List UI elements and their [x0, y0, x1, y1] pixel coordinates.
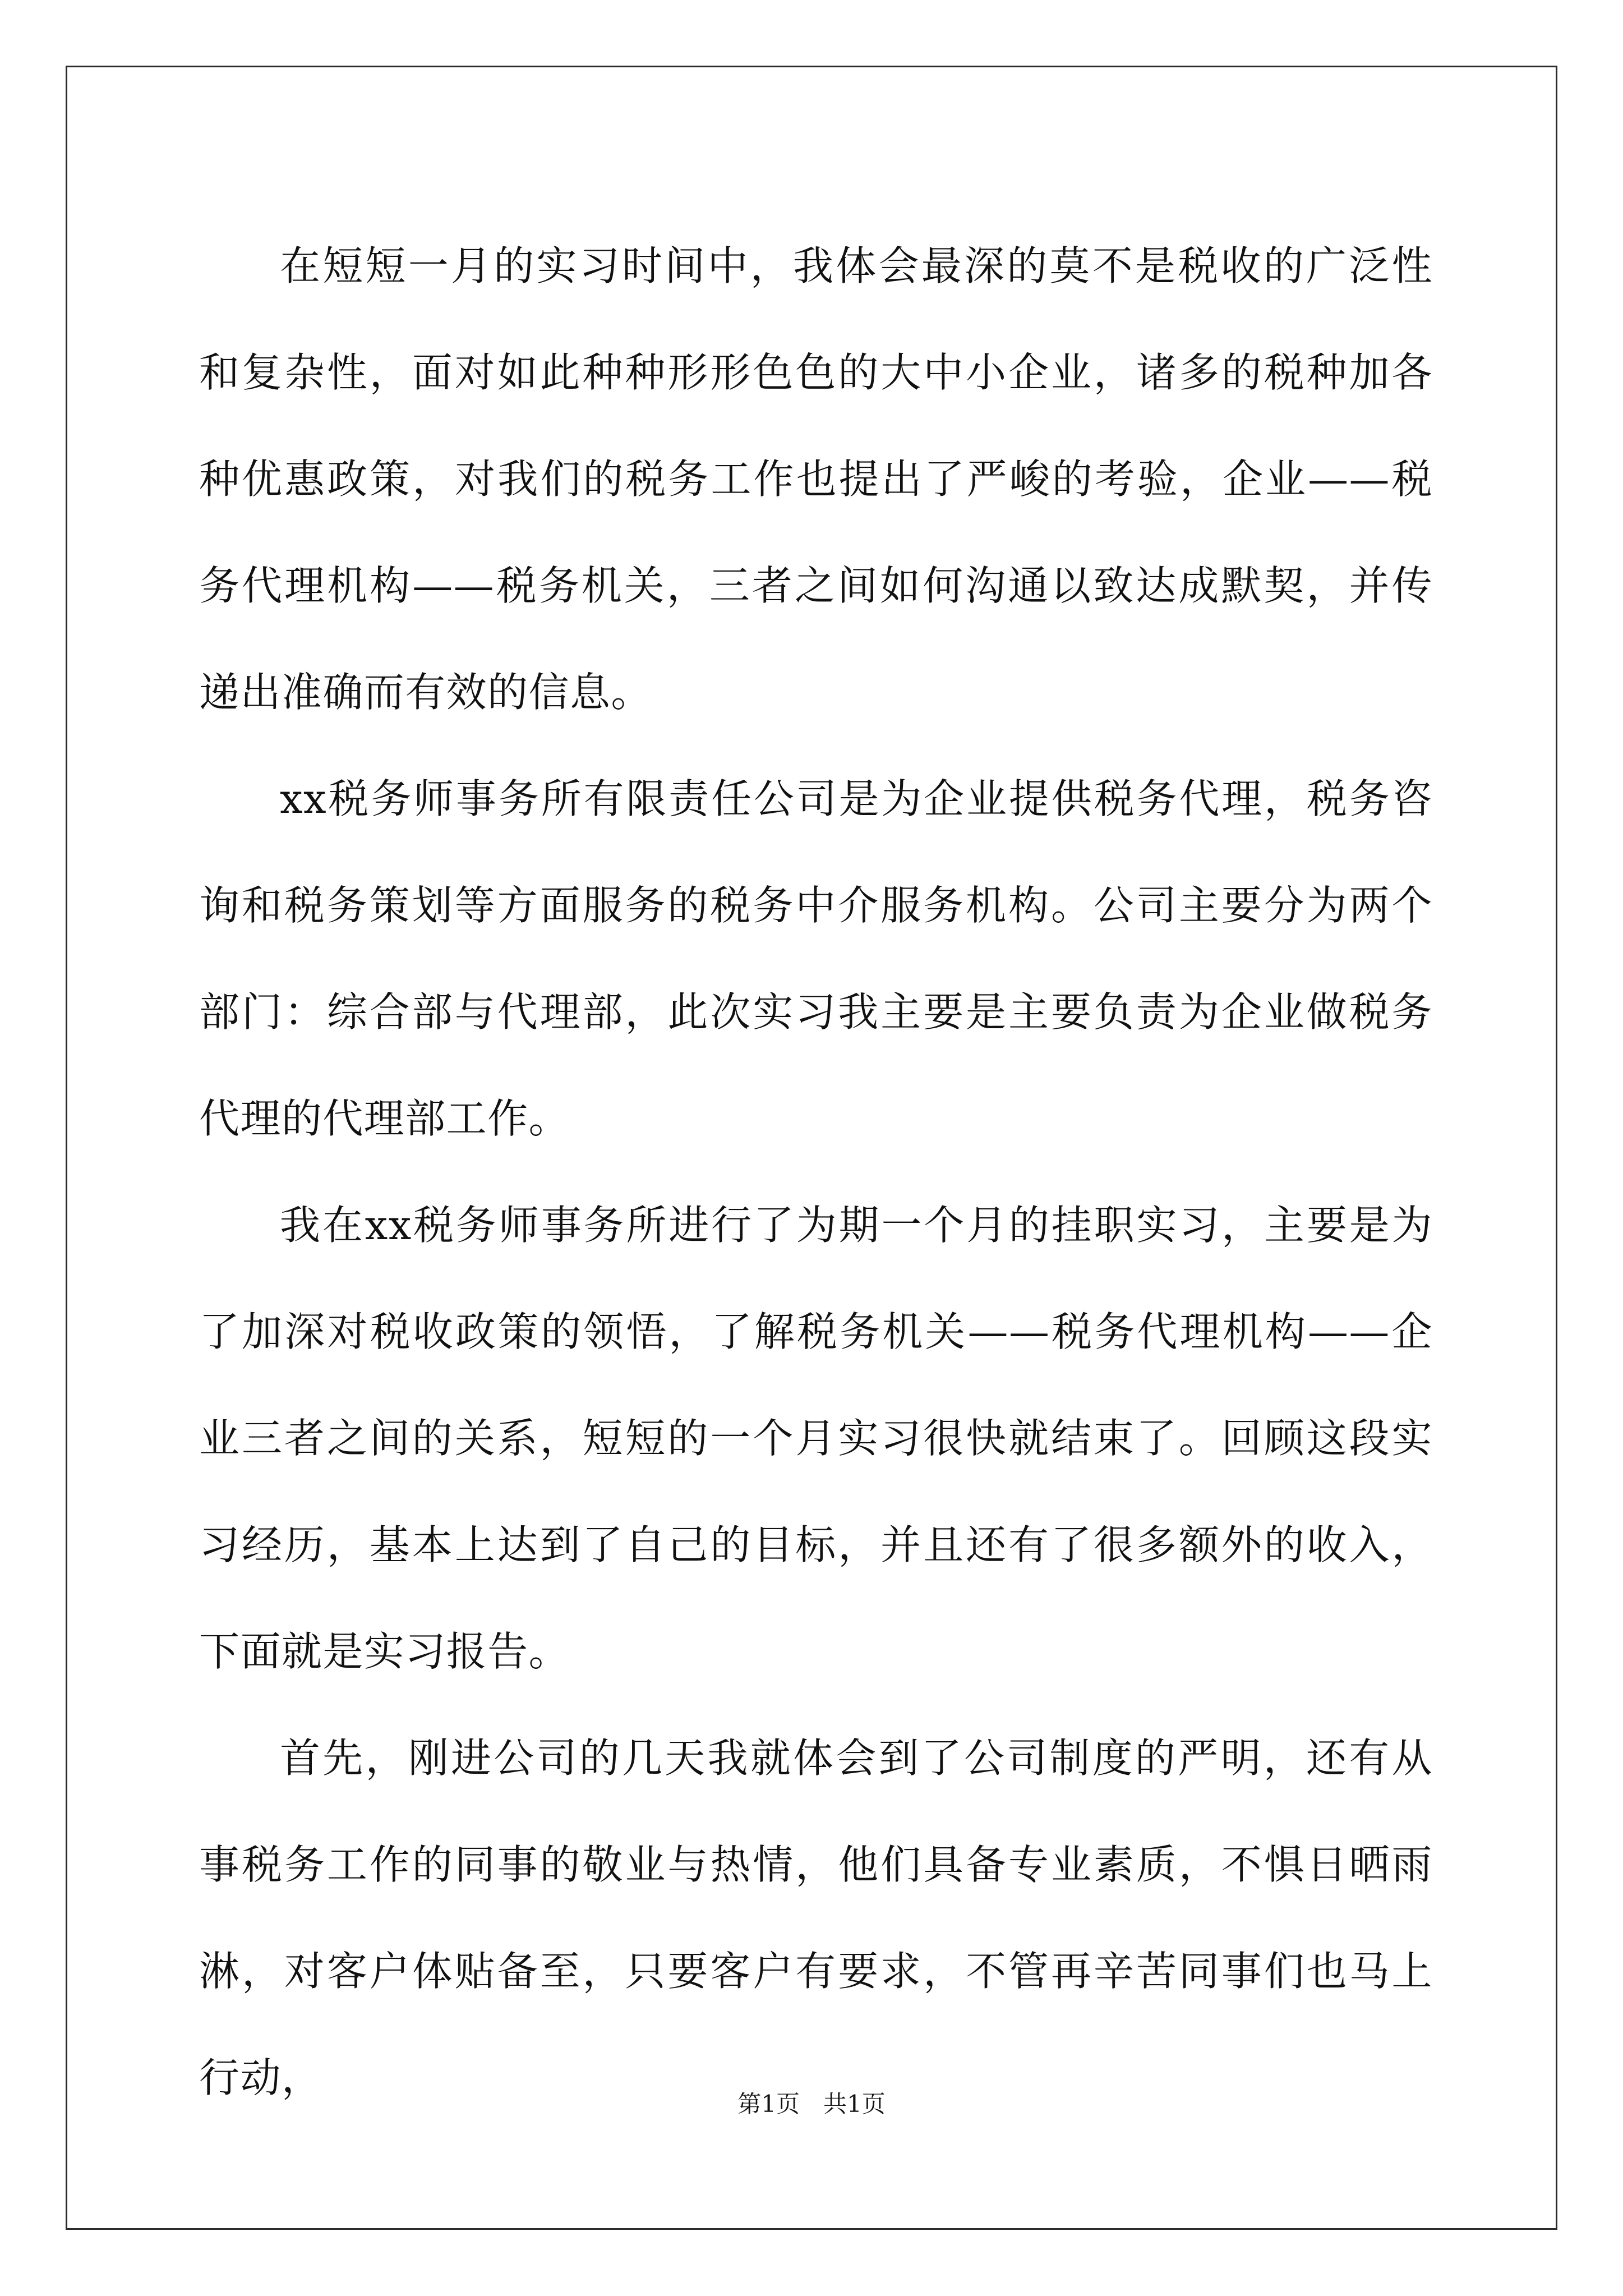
document-body: [199, 213, 1433, 2131]
paragraph-4: 首先，刚进公司的几天我就体会到了公司制度的严明，还有从事税务工作的同事的敬业与热情，他们具备专业素质，不惧日晒雨淋，对客户体贴备至，只要客户有要求，不管再辛苦同事们也马上行动，: [199, 1734, 1433, 2101]
paragraph-1: 在短短一月的实习时间中，我体会最深的莫不是税收的广泛性和复杂性，面对如此种种形形色色的大中小企业，诸多的税种加各种优惠政策，对我们的税务工作也提出了严峻的考验，企业——税务代理机构——税务机关，三者之间如何沟通以致达成默契，并传递出准确而有效的信息。: [199, 242, 1433, 716]
paragraph-3: 我在xx税务师事务所进行了为期一个月的挂职实习，主要是为了加深对税收政策的领悟，了解税务机关——税务代理机构——企业三者之间的关系，短短的一个月实习很快就结束了。回顾这段实习经历，基本上达到了自己的目标，并且还有了很多额外的收入，下面就是实习报告。: [199, 1202, 1433, 1675]
page-number-footer: 第1页 共1页: [737, 2090, 886, 2118]
paragraph-2: xx税务师事务所有限责任公司是为企业提供税务代理，税务咨询和税务策划等方面服务的税务中介服务机构。公司主要分为两个部门：综合部与代理部，此次实习我主要是主要负责为企业做税务代理的代理部工作。: [199, 775, 1433, 1142]
